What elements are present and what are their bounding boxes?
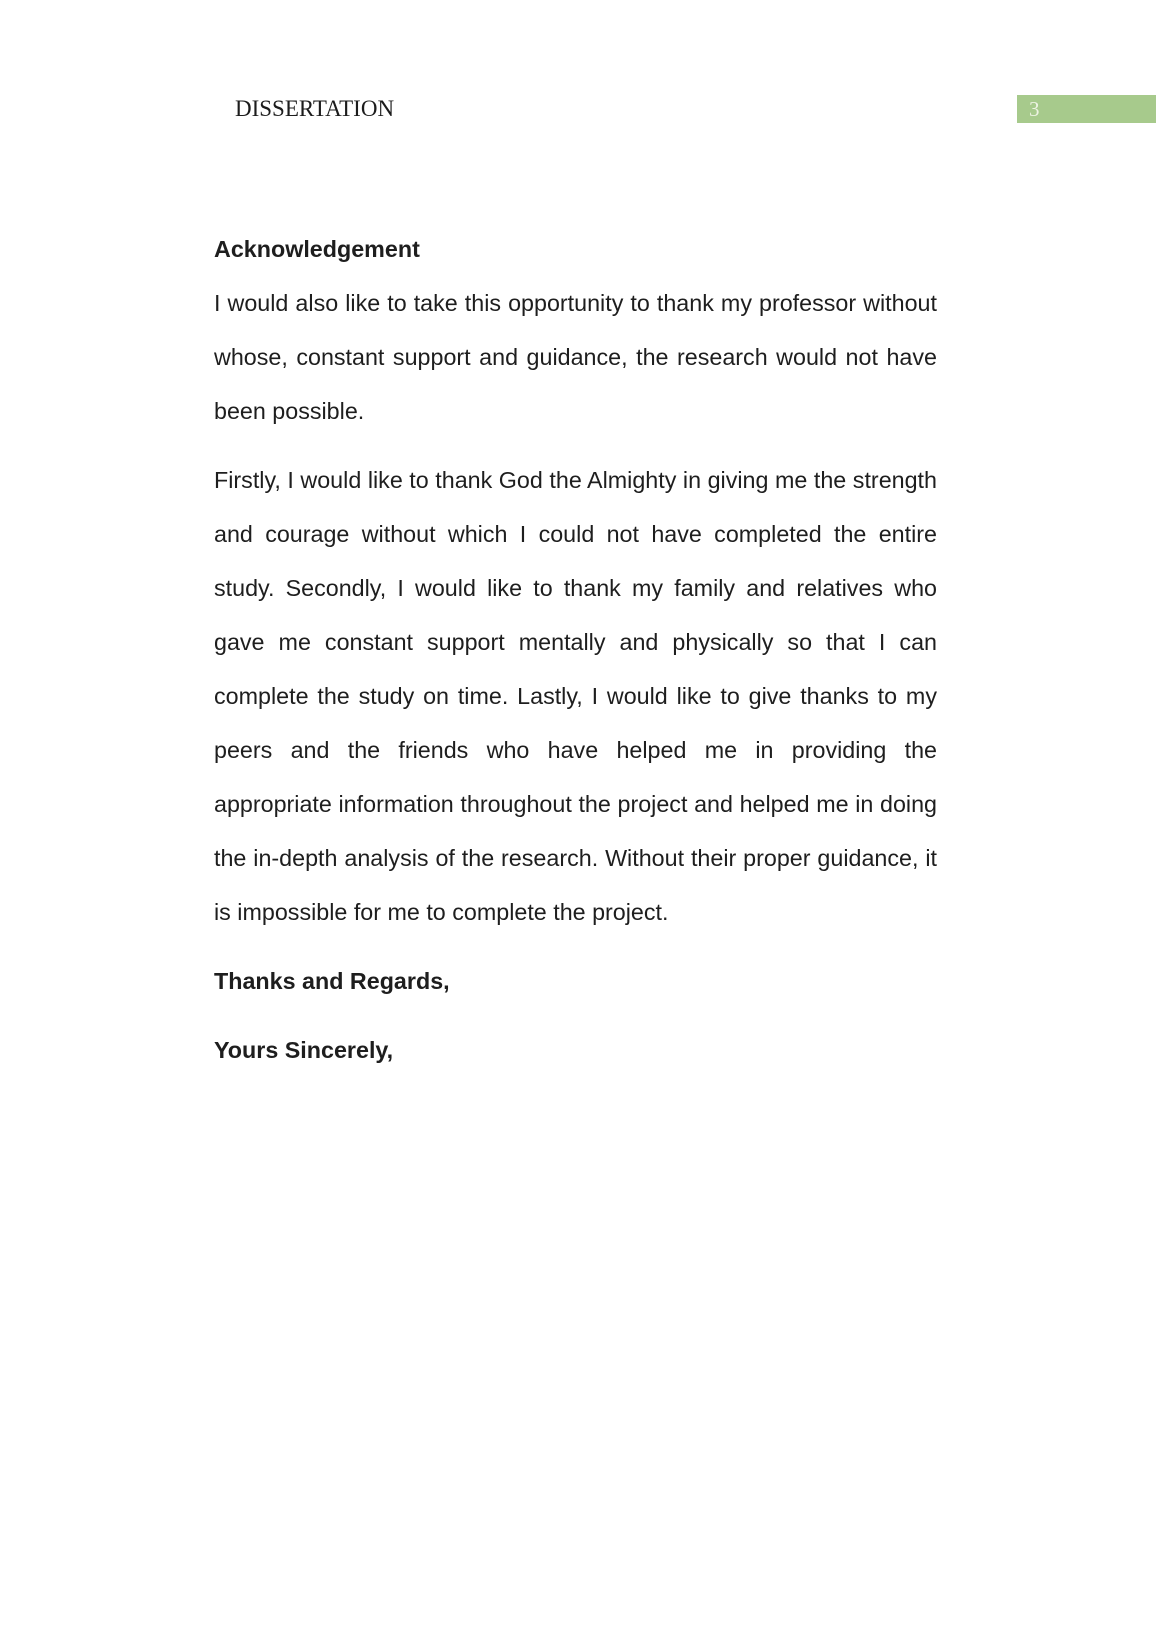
body-paragraph: I would also like to take this opportunity to thank my professor without whose, constant support and guidance, the research would not have been possible.: [214, 290, 937, 424]
closing-line-thanks: Thanks and Regards,: [214, 968, 450, 994]
body-paragraph: Firstly, I would like to thank God the Almighty in giving me the strength and courage without which I could not have completed the entire study. Secondly, I would like to thank my family and relatives who gave me constant support mentally and physically so that I can complete the study on time. Lastly, I would like to give thanks to my peers and the friends who have helped me in providing the appropriate information throughout the project and helped me in doing the in-depth analysis of the research. Without their proper guidance, it is impossible for me to complete the project.: [214, 467, 937, 925]
page-number: 3: [1029, 96, 1040, 121]
closing-line-sincerely: Yours Sincerely,: [214, 1037, 394, 1063]
document-body: [214, 222, 937, 1092]
running-header-title: DISSERTATION: [235, 96, 395, 121]
page-number-badge: [1017, 95, 1156, 123]
section-heading: Acknowledgement: [214, 236, 420, 262]
